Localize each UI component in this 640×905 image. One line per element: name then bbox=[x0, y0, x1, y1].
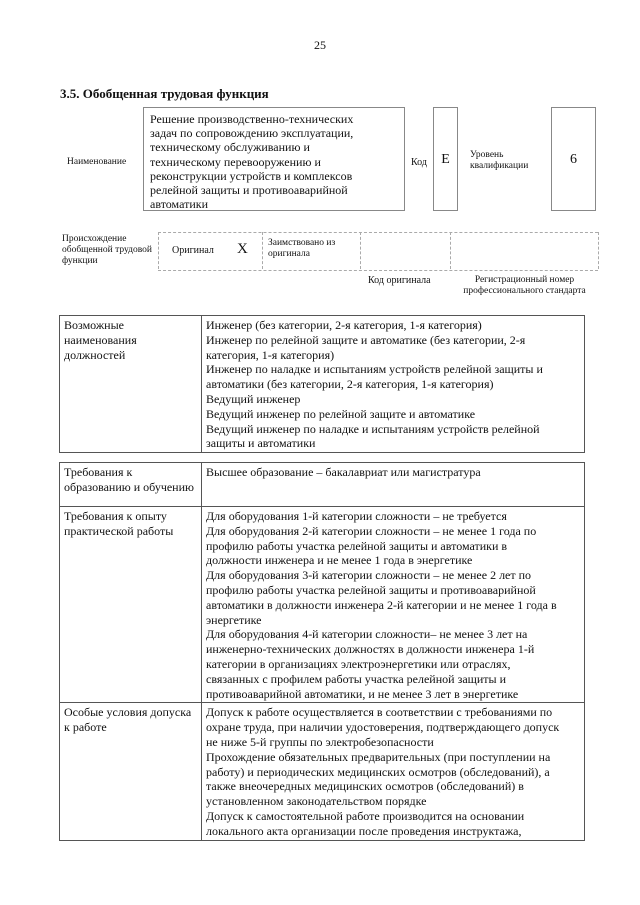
requirements-table bbox=[59, 462, 585, 841]
requirement-line: не ниже 5-й группы по электробезопасности bbox=[206, 734, 434, 749]
origin-row bbox=[158, 232, 598, 271]
position-line: Ведущий инженер по релейной защите и автоматике bbox=[206, 406, 476, 421]
requirement-line: работу) и периодических медицинских осмотров (обследований), а bbox=[206, 764, 550, 779]
requirement-line: установленном законодательством порядке bbox=[206, 794, 427, 809]
requirement-line: профилю работы участка релейной защиты и автоматики в bbox=[206, 538, 508, 553]
requirement-line: энергетике bbox=[206, 612, 262, 627]
table-row bbox=[60, 316, 585, 453]
code-value: E bbox=[441, 152, 450, 167]
position-line: Инженер по релейной защите и автоматике (без категории, 2-я bbox=[206, 332, 526, 347]
function-name-line: задач по сопровождению эксплуатации, bbox=[150, 126, 354, 141]
requirement-line: локального акта организации после проведения инструктажа, bbox=[206, 823, 522, 838]
position-line: Ведущий инженер по наладке и испытаниям устройств релейной bbox=[206, 421, 540, 436]
function-name-line: техническому перевооружению и bbox=[150, 154, 321, 169]
name-label: Наименование bbox=[67, 157, 127, 167]
positions-list bbox=[202, 316, 585, 453]
function-name-line: техническому обслуживанию и bbox=[150, 140, 310, 155]
registration-number-caption: Регистрационный номер профессионального стандарта bbox=[463, 275, 586, 296]
table-row bbox=[60, 507, 585, 703]
admission-value bbox=[202, 703, 585, 840]
origin-divider bbox=[598, 232, 599, 269]
table-row bbox=[60, 703, 585, 840]
requirement-line: Прохождение обязательных предварительных (при поступлении на bbox=[206, 749, 551, 764]
requirement-line: также внеочередных медицинских осмотров (обследований) в bbox=[206, 779, 524, 794]
origin-divider bbox=[450, 232, 451, 269]
origin-label-text: Происхождение обобщенной трудовой функции bbox=[62, 234, 152, 266]
qualification-level-value: 6 bbox=[570, 152, 577, 167]
borrowed-label bbox=[268, 238, 360, 260]
experience-label: Требования к опыту практической работы bbox=[60, 507, 202, 703]
origin-divider bbox=[360, 232, 361, 269]
requirement-line: Высшее образование – бакалавриат или магистратура bbox=[206, 465, 481, 479]
requirement-line: Для оборудования 1-й категории сложности – не требуется bbox=[206, 509, 507, 523]
table-row bbox=[60, 463, 585, 507]
positions-table bbox=[59, 315, 585, 453]
function-name-line: автоматики bbox=[150, 197, 208, 212]
requirement-line: Допуск к работе осуществляется в соответствии с требованиями по bbox=[206, 705, 553, 720]
position-line: Инженер по наладке и испытаниям устройств релейной защиты и bbox=[206, 362, 543, 377]
function-name-line: Решение производственно-технических bbox=[150, 112, 354, 126]
origin-label bbox=[62, 234, 154, 267]
education-value bbox=[202, 463, 585, 507]
requirement-line: Допуск к самостоятельной работе производится на основании bbox=[206, 808, 525, 823]
position-line: Инженер (без категории, 2-я категория, 1-я категория) bbox=[206, 318, 482, 332]
experience-value bbox=[202, 507, 585, 703]
position-line: защиты и автоматики bbox=[206, 436, 316, 451]
requirement-line: Для оборудования 2-й категории сложности – не менее 1 года по bbox=[206, 523, 537, 538]
requirement-line: связанных с профилем работы участка релейной защиты и bbox=[206, 671, 507, 686]
original-mark: X bbox=[237, 241, 248, 257]
position-line: категория, 1-я категория) bbox=[206, 347, 335, 362]
position-line: Ведущий инженер bbox=[206, 391, 301, 406]
admission-label: Особые условия допуска к работе bbox=[60, 703, 202, 840]
requirement-line: противоаварийной автоматики, и не менее 3 лет в энергетике bbox=[206, 686, 519, 701]
requirement-line: профилю работы участка релейной защиты и противоаварийной bbox=[206, 582, 536, 597]
section-title: 3.5. Обобщенная трудовая функция bbox=[60, 86, 269, 101]
page-number: 25 bbox=[314, 38, 326, 52]
function-name-line: релейной защиты и противоаварийной bbox=[150, 183, 348, 198]
requirement-line: должности инженера и не менее 1 года в энергетике bbox=[206, 553, 473, 568]
requirement-line: категории в организациях электроэнергетики или отраслях, bbox=[206, 656, 511, 671]
origin-divider bbox=[158, 232, 159, 269]
code-original-caption: Код оригинала bbox=[368, 275, 431, 286]
origin-divider bbox=[262, 232, 263, 269]
original-label: Оригинал bbox=[172, 245, 214, 256]
requirement-line: инженерно-технических должностях в должности инженера 1-й bbox=[206, 642, 535, 657]
requirement-line: Для оборудования 4-й категории сложности– не менее 3 лет на bbox=[206, 627, 528, 642]
requirement-line: охране труда, при наличии удостоверения, подтверждающего допуск bbox=[206, 720, 560, 735]
requirement-line: автоматики в должности инженера 2-й категории и не менее 1 года в bbox=[206, 597, 557, 612]
requirement-line: Для оборудования 3-й категории сложности – не менее 2 лет по bbox=[206, 568, 532, 583]
code-label: Код bbox=[411, 157, 427, 168]
position-line: автоматики (без категории, 2-я категория, 1-я категория) bbox=[206, 377, 494, 392]
function-name-line: реконструкции устройств и комплексов bbox=[150, 168, 353, 183]
qualification-level-label bbox=[470, 150, 540, 172]
function-name-box bbox=[143, 107, 405, 211]
qualification-level-label-text: Уровень квалификации bbox=[470, 150, 529, 171]
education-label: Требования к образованию и обучению bbox=[60, 463, 202, 507]
positions-label: Возможные наименования должностей bbox=[60, 316, 202, 453]
borrowed-label-text: Заимствовано из оригинала bbox=[268, 238, 336, 259]
